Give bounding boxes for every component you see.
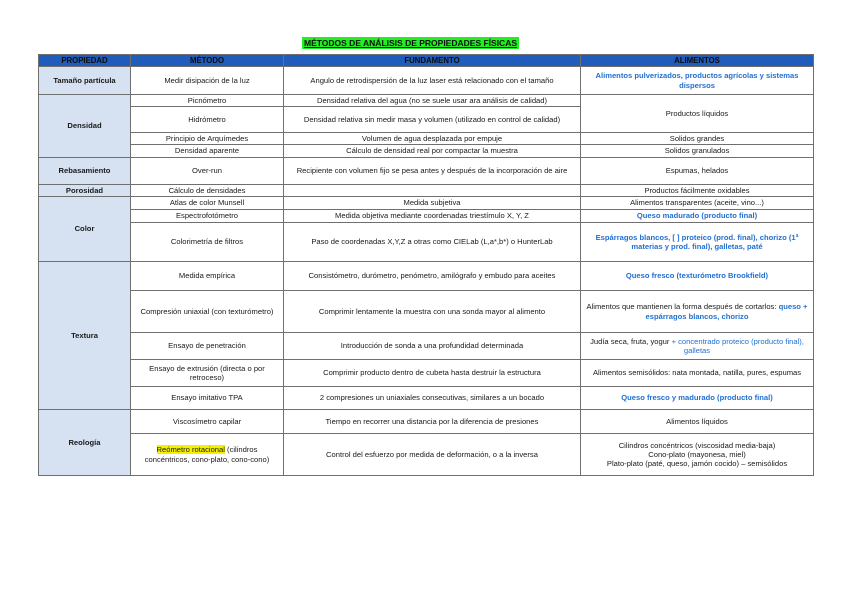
metodo-cell [131, 434, 284, 476]
alimentos-cell: Espumas, helados [581, 158, 814, 185]
fundamento-cell: Angulo de retrodispersión de la luz laser está relacionado con el tamaño [284, 67, 581, 95]
alimentos-line: Plato-plato (paté, queso, jamón cocido) – semisólidos [606, 459, 788, 469]
fundamento-cell: Control del esfuerzo por medida de deformación, o a la inversa [284, 434, 581, 476]
alimentos-cell [581, 291, 814, 333]
metodo-cell: Densidad aparente [131, 145, 284, 158]
table-row [39, 223, 814, 262]
metodo-cell: Medida empírica [131, 262, 284, 291]
alimentos-cell: Alimentos transparentes (aceite, vino...) [581, 197, 814, 210]
alimentos-cell: Solidos granulados [581, 145, 814, 158]
fundamento-cell: Densidad relativa del agua (no se suele usar ara análisis de calidad) [284, 95, 581, 107]
fundamento-cell [284, 185, 581, 197]
alimentos-highlight-text: + concentrado proteico (producto final), galletas [671, 336, 804, 355]
alimentos-cell: Solidos grandes [581, 133, 814, 145]
page-title: MÉTODOS DE ANÁLISIS DE PROPIEDADES FÍSICAS [304, 38, 518, 48]
table-row [39, 333, 814, 360]
table-row [39, 387, 814, 410]
fundamento-cell: Medida subjetiva [284, 197, 581, 210]
metodo-cell: Compresión uniaxial (con texturómetro) [131, 291, 284, 333]
prop-densidad: Densidad [39, 95, 131, 158]
metodo-text: (cilindros concéntricos, cono-plato, cono-cono) [144, 445, 270, 464]
metodo-cell: Hidrómetro [131, 107, 284, 133]
prop-reologia: Reología [39, 410, 131, 476]
header-alimentos: ALIMENTOS [581, 55, 814, 67]
alimentos-cell: Productos fácilmente oxidables [581, 185, 814, 197]
table-row [39, 145, 814, 158]
alimentos-cell: Productos líquidos [581, 95, 814, 133]
metodo-cell: Ensayo de extrusión (directa o por retroceso) [131, 360, 284, 387]
alimentos-cell [581, 333, 814, 360]
alimentos-cell: Queso fresco y madurado (producto final) [581, 387, 814, 410]
alimentos-cell: Alimentos semisólidos: nata montada, natilla, pures, espumas [581, 360, 814, 387]
header-metodo: MÉTODO [131, 55, 284, 67]
fundamento-cell: Tiempo en recorrer una distancia por la diferencia de presiones [284, 410, 581, 434]
metodo-cell: Cálculo de densidades [131, 185, 284, 197]
table-row [39, 434, 814, 476]
table-row [39, 210, 814, 223]
fundamento-cell: Introducción de sonda a una profundidad determinada [284, 333, 581, 360]
alimentos-cell: Alimentos líquidos [581, 410, 814, 434]
fundamento-cell: Comprimir lentamente la muestra con una sonda mayor al alimento [284, 291, 581, 333]
metodo-cell: Ensayo de penetración [131, 333, 284, 360]
metodo-cell: Colorimetría de filtros [131, 223, 284, 262]
table-row [39, 133, 814, 145]
metodo-cell: Espectrofotómetro [131, 210, 284, 223]
metodo-cell: Over-run [131, 158, 284, 185]
table-row [39, 360, 814, 387]
fundamento-cell: Cálculo de densidad real por compactar la muestra [284, 145, 581, 158]
prop-textura: Textura [39, 262, 131, 410]
fundamento-cell: Recipiente con volumen fijo se pesa antes y después de la incorporación de aire [284, 158, 581, 185]
header-propiedad: PROPIEDAD [39, 55, 131, 67]
alimentos-cell [581, 434, 814, 476]
metodo-cell: Atlas de color Munsell [131, 197, 284, 210]
table-row [39, 158, 814, 185]
header-fundamento: FUNDAMENTO [284, 55, 581, 67]
prop-tamano: Tamaño partícula [39, 67, 131, 95]
metodo-cell: Viscosímetro capilar [131, 410, 284, 434]
alimentos-line: Cilindros concéntricos (viscosidad media-baja) [618, 440, 776, 450]
prop-color: Color [39, 197, 131, 262]
alimentos-cell: Alimentos pulverizados, productos agrícolas y sistemas dispersos [581, 67, 814, 95]
table-row [39, 410, 814, 434]
metodo-cell: Principio de Arquímedes [131, 133, 284, 145]
alimentos-text: Alimentos que mantienen la forma después de cortarlos: [586, 302, 777, 312]
alimentos-line: Cono-plato (mayonesa, miel) [648, 449, 746, 459]
metodo-cell: Medir disipación de la luz [131, 67, 284, 95]
alimentos-cell: Espárragos blancos, [ ] proteico (prod. final), chorizo (1ª materias y prod. final), galletas, paté [581, 223, 814, 262]
alimentos-highlight-text: queso + espárragos blancos, chorizo [645, 302, 808, 321]
properties-table [38, 54, 814, 476]
fundamento-cell: Consistómetro, durómetro, penómetro, amilógrafo y embudo para aceites [284, 262, 581, 291]
alimentos-cell: Queso madurado (producto final) [581, 210, 814, 223]
table-row [39, 67, 814, 95]
fundamento-cell: Densidad relativa sin medir masa y volumen (utilizado en control de calidad) [284, 107, 581, 133]
fundamento-cell: Volumen de agua desplazada por empuje [284, 133, 581, 145]
fundamento-cell: Medida objetiva mediante coordenadas triestímulo X, Y, Z [284, 210, 581, 223]
fundamento-cell: Paso de coordenadas X,Y,Z a otras como CIELab (L,a*,b*) o HunterLab [284, 223, 581, 262]
table-row [39, 291, 814, 333]
fundamento-cell: 2 compresiones un uniaxiales consecutivas, similares a un bocado [284, 387, 581, 410]
metodo-cell: Ensayo imitativo TPA [131, 387, 284, 410]
fundamento-cell: Comprimir producto dentro de cubeta hasta destruir la estructura [284, 360, 581, 387]
table-row [39, 262, 814, 291]
prop-porosidad: Porosidad [39, 185, 131, 197]
highlighted-text: Reómetro rotacional [156, 445, 225, 455]
alimentos-text: Judía seca, fruta, yogur [590, 336, 670, 346]
table-row [39, 185, 814, 197]
prop-rebasamiento: Rebasamiento [39, 158, 131, 185]
header-row [39, 55, 814, 67]
alimentos-cell: Queso fresco (texturómetro Brookfield) [581, 262, 814, 291]
table-row [39, 95, 814, 107]
table-row [39, 197, 814, 210]
metodo-cell: Picnómetro [131, 95, 284, 107]
